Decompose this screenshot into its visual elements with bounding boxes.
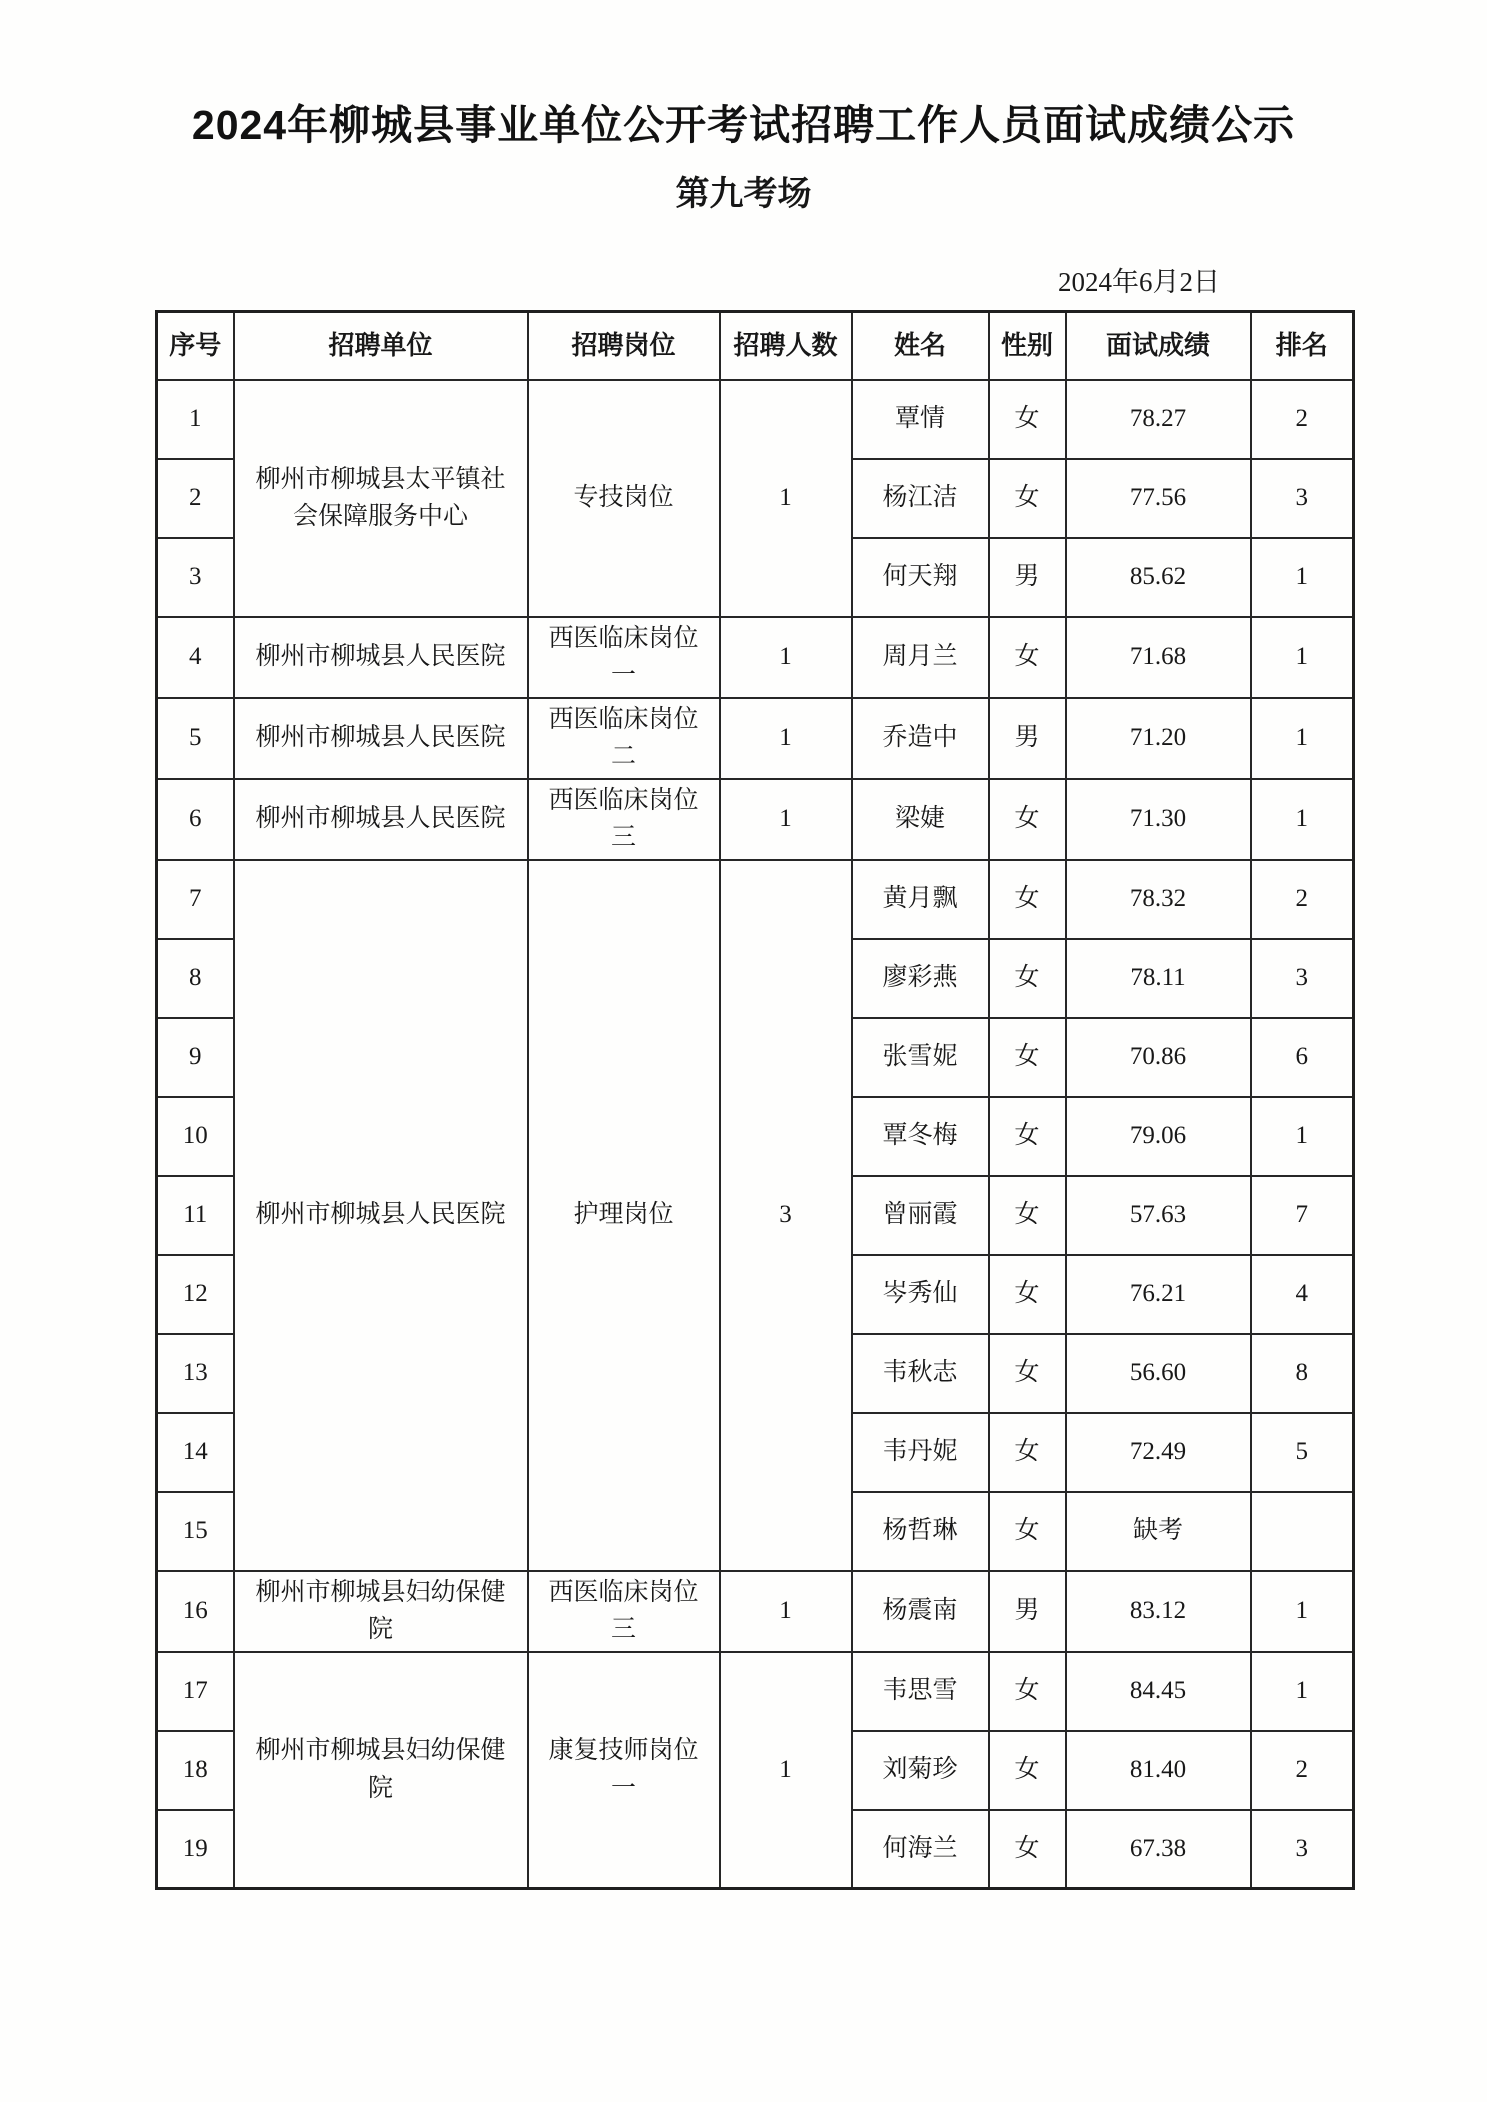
cell-name: 杨江洁 <box>852 459 989 538</box>
col-header-rank: 排名 <box>1251 312 1354 380</box>
table-row <box>157 1652 1354 1731</box>
cell-name: 黄月飘 <box>852 860 989 939</box>
cell-gender: 女 <box>989 1652 1066 1731</box>
cell-rank: 2 <box>1251 1731 1354 1810</box>
cell-score: 76.21 <box>1066 1255 1251 1334</box>
cell-score: 85.62 <box>1066 538 1251 617</box>
cell-gender: 女 <box>989 1731 1066 1810</box>
cell-position: 康复技师岗位一 <box>528 1652 720 1889</box>
cell-name: 张雪妮 <box>852 1018 989 1097</box>
cell-index: 5 <box>157 698 234 779</box>
cell-score: 72.49 <box>1066 1413 1251 1492</box>
cell-hires: 1 <box>720 1571 852 1652</box>
cell-score: 71.68 <box>1066 617 1251 698</box>
cell-score: 67.38 <box>1066 1810 1251 1889</box>
cell-gender: 女 <box>989 1334 1066 1413</box>
cell-name: 何天翔 <box>852 538 989 617</box>
cell-gender: 女 <box>989 1810 1066 1889</box>
cell-name: 乔造中 <box>852 698 989 779</box>
cell-hires: 3 <box>720 860 852 1571</box>
cell-name: 刘菊珍 <box>852 1731 989 1810</box>
cell-position: 西医临床岗位二 <box>528 698 720 779</box>
col-header-name: 姓名 <box>852 312 989 380</box>
cell-hires: 1 <box>720 1652 852 1889</box>
cell-unit: 柳州市柳城县人民医院 <box>234 617 528 698</box>
cell-rank: 1 <box>1251 698 1354 779</box>
cell-gender: 男 <box>989 698 1066 779</box>
cell-hires: 1 <box>720 617 852 698</box>
cell-rank: 1 <box>1251 779 1354 860</box>
cell-index: 11 <box>157 1176 234 1255</box>
cell-gender: 男 <box>989 1571 1066 1652</box>
cell-score: 78.27 <box>1066 380 1251 459</box>
cell-gender: 女 <box>989 1413 1066 1492</box>
cell-position: 西医临床岗位三 <box>528 779 720 860</box>
cell-name: 覃冬梅 <box>852 1097 989 1176</box>
cell-rank: 4 <box>1251 1255 1354 1334</box>
cell-rank: 3 <box>1251 1810 1354 1889</box>
cell-hires: 1 <box>720 698 852 779</box>
cell-name: 曾丽霞 <box>852 1176 989 1255</box>
cell-index: 4 <box>157 617 234 698</box>
cell-position: 护理岗位 <box>528 860 720 1571</box>
cell-position: 西医临床岗位一 <box>528 617 720 698</box>
cell-rank: 1 <box>1251 1097 1354 1176</box>
cell-score: 77.56 <box>1066 459 1251 538</box>
col-header-index: 序号 <box>157 312 234 380</box>
col-header-hires: 招聘人数 <box>720 312 852 380</box>
col-header-unit: 招聘单位 <box>234 312 528 380</box>
col-header-score: 面试成绩 <box>1066 312 1251 380</box>
cell-position: 专技岗位 <box>528 380 720 617</box>
page-title: 2024年柳城县事业单位公开考试招聘工作人员面试成绩公示 <box>191 102 1296 148</box>
cell-index: 15 <box>157 1492 234 1571</box>
cell-gender: 女 <box>989 939 1066 1018</box>
cell-rank: 8 <box>1251 1334 1354 1413</box>
cell-name: 韦秋志 <box>852 1334 989 1413</box>
cell-name: 杨震南 <box>852 1571 989 1652</box>
cell-rank: 3 <box>1251 459 1354 538</box>
cell-index: 8 <box>157 939 234 1018</box>
cell-rank: 1 <box>1251 538 1354 617</box>
cell-index: 9 <box>157 1018 234 1097</box>
cell-index: 3 <box>157 538 234 617</box>
results-table-body <box>157 380 1354 1889</box>
cell-name: 杨哲琳 <box>852 1492 989 1571</box>
cell-rank: 1 <box>1251 1652 1354 1731</box>
cell-name: 梁婕 <box>852 779 989 860</box>
cell-index: 10 <box>157 1097 234 1176</box>
col-header-gender: 性别 <box>989 312 1066 380</box>
cell-rank: 7 <box>1251 1176 1354 1255</box>
cell-index: 16 <box>157 1571 234 1652</box>
cell-position: 西医临床岗位三 <box>528 1571 720 1652</box>
cell-rank: 2 <box>1251 380 1354 459</box>
cell-unit: 柳州市柳城县妇幼保健院 <box>234 1652 528 1889</box>
cell-index: 17 <box>157 1652 234 1731</box>
table-row <box>157 779 1354 860</box>
cell-index: 13 <box>157 1334 234 1413</box>
results-table <box>155 310 1355 1890</box>
cell-score: 缺考 <box>1066 1492 1251 1571</box>
table-row <box>157 698 1354 779</box>
cell-index: 12 <box>157 1255 234 1334</box>
cell-name: 何海兰 <box>852 1810 989 1889</box>
page-subtitle: 第九考场 <box>675 176 812 213</box>
cell-score: 81.40 <box>1066 1731 1251 1810</box>
cell-rank <box>1251 1492 1354 1571</box>
cell-name: 韦思雪 <box>852 1652 989 1731</box>
cell-gender: 女 <box>989 1255 1066 1334</box>
cell-rank: 2 <box>1251 860 1354 939</box>
cell-gender: 男 <box>989 538 1066 617</box>
cell-gender: 女 <box>989 1492 1066 1571</box>
cell-name: 岑秀仙 <box>852 1255 989 1334</box>
cell-hires: 1 <box>720 380 852 617</box>
cell-unit: 柳州市柳城县太平镇社会保障服务中心 <box>234 380 528 617</box>
cell-rank: 5 <box>1251 1413 1354 1492</box>
col-header-position: 招聘岗位 <box>528 312 720 380</box>
cell-gender: 女 <box>989 617 1066 698</box>
cell-name: 韦丹妮 <box>852 1413 989 1492</box>
cell-index: 6 <box>157 779 234 860</box>
cell-gender: 女 <box>989 459 1066 538</box>
cell-gender: 女 <box>989 1018 1066 1097</box>
table-header-row <box>157 312 1354 380</box>
cell-name: 周月兰 <box>852 617 989 698</box>
cell-name: 覃情 <box>852 380 989 459</box>
table-row <box>157 380 1354 459</box>
cell-index: 19 <box>157 1810 234 1889</box>
table-row <box>157 860 1354 939</box>
cell-score: 78.11 <box>1066 939 1251 1018</box>
cell-score: 56.60 <box>1066 1334 1251 1413</box>
page-date: 2024年6月2日 <box>1058 267 1220 297</box>
cell-index: 2 <box>157 459 234 538</box>
cell-hires: 1 <box>720 779 852 860</box>
cell-rank: 1 <box>1251 1571 1354 1652</box>
cell-unit: 柳州市柳城县人民医院 <box>234 779 528 860</box>
cell-score: 71.20 <box>1066 698 1251 779</box>
table-row <box>157 1571 1354 1652</box>
cell-gender: 女 <box>989 779 1066 860</box>
cell-unit: 柳州市柳城县人民医院 <box>234 860 528 1571</box>
cell-score: 78.32 <box>1066 860 1251 939</box>
cell-rank: 3 <box>1251 939 1354 1018</box>
cell-score: 71.30 <box>1066 779 1251 860</box>
cell-index: 18 <box>157 1731 234 1810</box>
cell-name: 廖彩燕 <box>852 939 989 1018</box>
table-row <box>157 617 1354 698</box>
cell-index: 14 <box>157 1413 234 1492</box>
cell-gender: 女 <box>989 1097 1066 1176</box>
cell-score: 83.12 <box>1066 1571 1251 1652</box>
cell-score: 57.63 <box>1066 1176 1251 1255</box>
cell-score: 70.86 <box>1066 1018 1251 1097</box>
cell-rank: 1 <box>1251 617 1354 698</box>
cell-index: 7 <box>157 860 234 939</box>
cell-score: 79.06 <box>1066 1097 1251 1176</box>
cell-gender: 女 <box>989 1176 1066 1255</box>
cell-rank: 6 <box>1251 1018 1354 1097</box>
cell-score: 84.45 <box>1066 1652 1251 1731</box>
cell-unit: 柳州市柳城县妇幼保健院 <box>234 1571 528 1652</box>
cell-gender: 女 <box>989 380 1066 459</box>
cell-unit: 柳州市柳城县人民医院 <box>234 698 528 779</box>
cell-index: 1 <box>157 380 234 459</box>
cell-gender: 女 <box>989 860 1066 939</box>
